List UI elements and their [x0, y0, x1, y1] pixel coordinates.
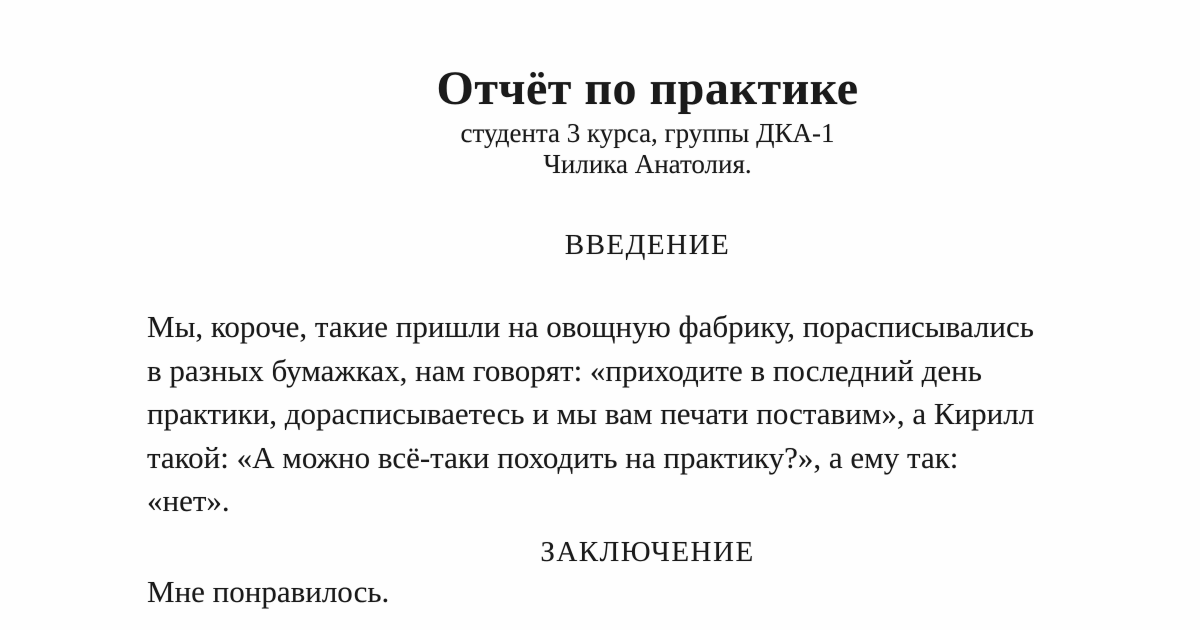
document-byline	[147, 118, 1148, 180]
introduction-line-1: Мы, короче, такие пришли на овощную фабрику, порасписывались	[147, 309, 1034, 345]
introduction-line-5: «нет».	[147, 483, 230, 519]
introduction-line-4: такой: «А можно всё-таки походить на практику?», а ему так:	[147, 439, 959, 475]
byline-student-group: студента 3 курса, группы ДКА-1	[460, 118, 835, 149]
introduction-paragraph	[147, 305, 1148, 523]
section-heading-conclusion: ЗАКЛЮЧЕНИЕ	[540, 535, 755, 568]
section-heading-introduction: ВВЕДЕНИЕ	[564, 229, 731, 262]
conclusion-line-1: Мне понравилось.	[147, 573, 390, 609]
document-title: Отчёт по практике	[436, 62, 859, 115]
conclusion-paragraph	[147, 570, 1148, 614]
byline-student-name: Чилика Анатолия.	[543, 149, 752, 180]
introduction-line-3: практики, дорасписываетесь и мы вам печати поставим», а Кирилл	[147, 396, 1035, 432]
introduction-line-2: в разных бумажках, нам говорят: «приходите в последний день	[147, 352, 982, 388]
